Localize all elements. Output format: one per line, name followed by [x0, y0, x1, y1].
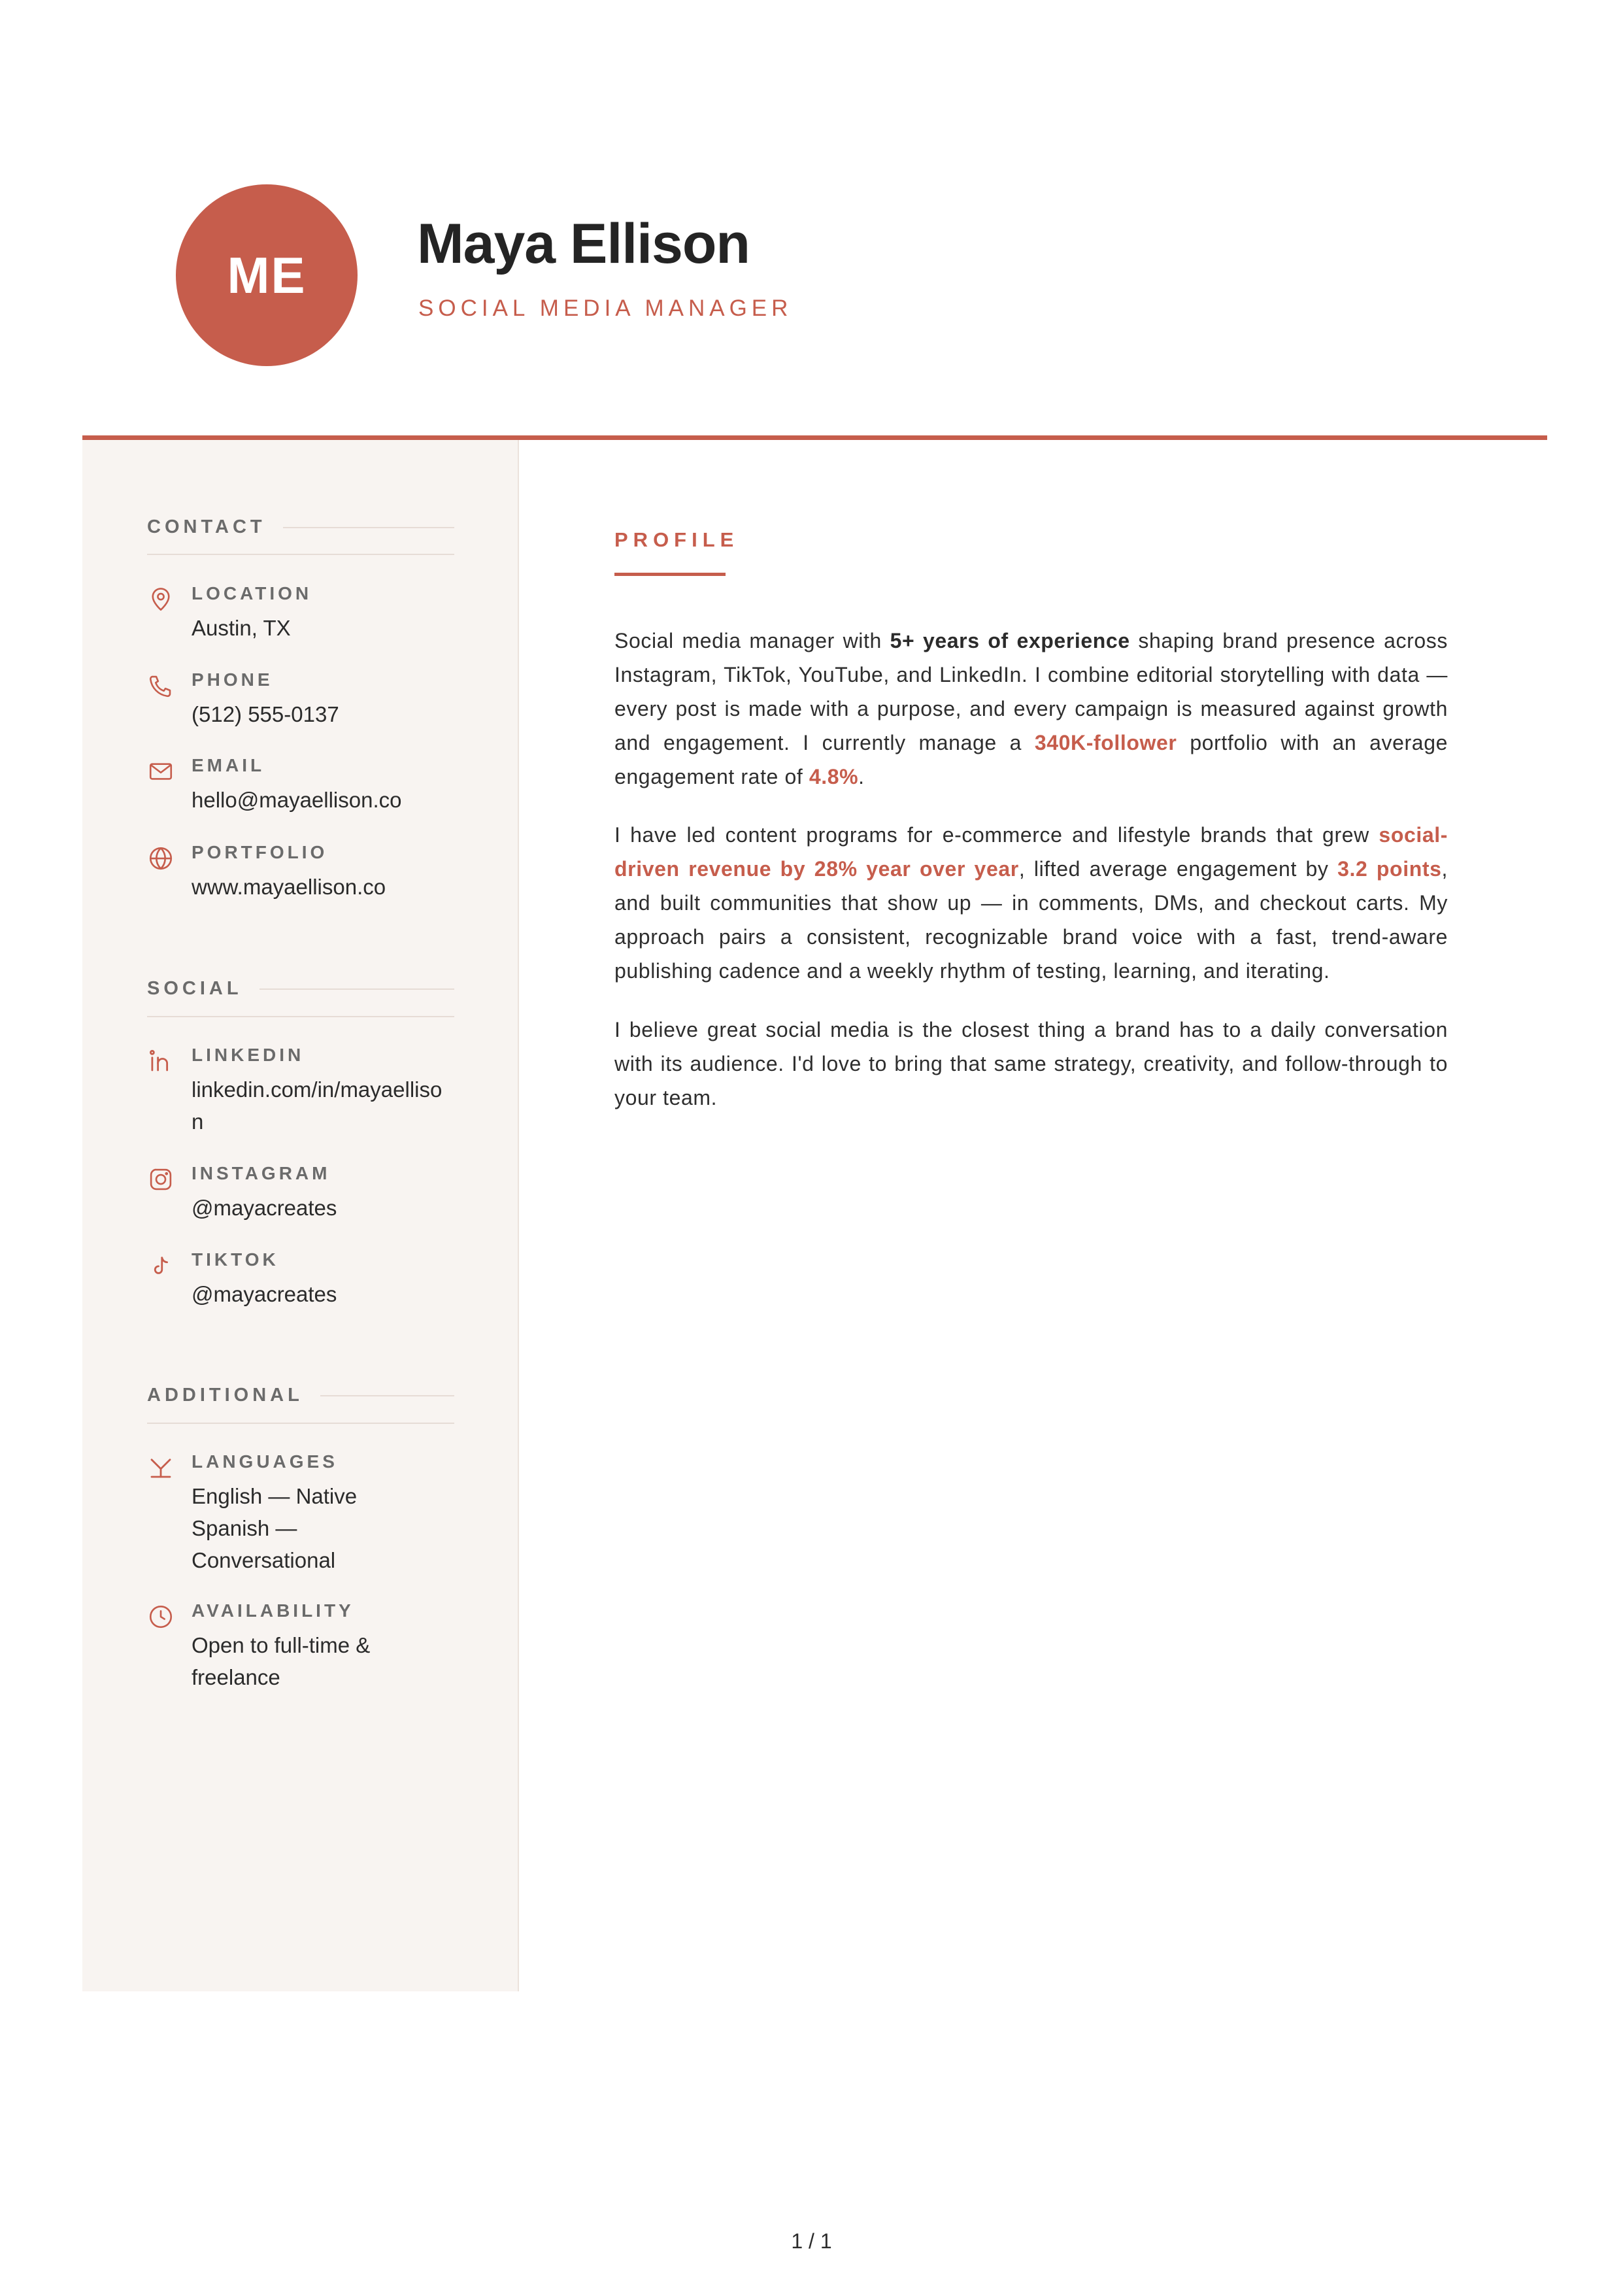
linkedin-label: LINKEDIN: [192, 1045, 305, 1065]
phone-label: PHONE: [192, 669, 273, 690]
linkedin-icon: [147, 1047, 175, 1075]
contact-divider: [147, 554, 454, 555]
profile-emphasis: 5+ years of experience: [890, 629, 1130, 652]
profile-text: I have led content programs for e-commerce and lifestyle brands that grew: [614, 823, 1379, 847]
additional-heading-label: ADDITIONAL: [147, 1385, 303, 1406]
profile-heading-underline: [614, 573, 726, 576]
avatar-initials: ME: [227, 246, 307, 304]
availability-line: freelance: [192, 1665, 280, 1689]
instagram-icon: [147, 1166, 175, 1193]
tiktok-icon: [147, 1252, 175, 1279]
profile-highlight: 4.8%: [809, 765, 859, 788]
profile-paragraph-1: [614, 624, 1448, 794]
linkedin-value[interactable]: linkedin.com/in/mayaellison: [192, 1077, 443, 1134]
profile-paragraph-3: [614, 1013, 1448, 1115]
tiktok-value[interactable]: @mayacreates: [192, 1282, 337, 1306]
portfolio-label: PORTFOLIO: [192, 842, 328, 862]
profile-highlight: 3.2 points: [1337, 857, 1442, 881]
profile-heading: PROFILE: [614, 528, 739, 551]
social-divider: [147, 1016, 454, 1017]
translate-icon: [147, 1454, 175, 1481]
portfolio-value[interactable]: www.mayaellison.co: [192, 875, 386, 899]
additional-divider: [147, 1423, 454, 1424]
social-heading-label: SOCIAL: [147, 978, 243, 999]
language-line: Conversational: [192, 1548, 336, 1572]
profile-text: portfolio with an average engagement rate of: [614, 731, 1448, 788]
profile-highlight: social-driven revenue by 28% year over year: [614, 823, 1448, 881]
availability-label: AVAILABILITY: [192, 1600, 354, 1621]
contact-heading: [147, 516, 454, 538]
page-number: 1 / 1: [791, 2229, 832, 2253]
location-label: LOCATION: [192, 583, 312, 603]
profile-text: , lifted average engagement by: [1018, 857, 1338, 881]
email-label: EMAIL: [192, 755, 265, 775]
languages-value: [192, 1480, 453, 1576]
instagram-value[interactable]: @mayacreates: [192, 1196, 337, 1220]
instagram-label: INSTAGRAM: [192, 1163, 331, 1183]
map-pin-icon: [147, 586, 175, 613]
social-heading: [147, 978, 454, 1000]
job-title: SOCIAL MEDIA MANAGER: [418, 295, 793, 321]
availability-value: [192, 1629, 453, 1693]
profile-paragraph-2: [614, 818, 1448, 988]
candidate-name: Maya Ellison: [417, 212, 750, 275]
language-line: English — Native: [192, 1484, 358, 1508]
tiktok-label: TIKTOK: [192, 1249, 279, 1270]
contact-heading-rule: [283, 527, 454, 528]
profile-text: I believe great social media is the closest thing a brand has to a daily conversation with its audience. I'd love to bring that same strategy, creativity, and follow-through to your team.: [614, 1018, 1448, 1109]
profile-highlight: 340K-follower: [1034, 731, 1177, 754]
social-heading-rule: [259, 988, 454, 990]
clock-icon: [147, 1603, 175, 1630]
email-value[interactable]: hello@mayaellison.co: [192, 788, 402, 812]
location-value: Austin, TX: [192, 616, 291, 640]
additional-heading: [147, 1385, 454, 1406]
profile-text: Social media manager with: [614, 629, 890, 652]
globe-icon: [147, 845, 175, 872]
header-divider: [82, 435, 1547, 440]
languages-label: LANGUAGES: [192, 1451, 338, 1472]
profile-text: .: [858, 765, 865, 788]
avatar: [176, 184, 358, 366]
language-line: Spanish —: [192, 1516, 297, 1540]
profile-text: shaping brand presence across Instagram, TikTok, YouTube, and LinkedIn. I combine editorial storytelling with data — every post is made with a purpose, and every campaign is measured against growth and engagement. I currently manage a: [614, 629, 1448, 754]
phone-value[interactable]: (512) 555-0137: [192, 702, 339, 726]
contact-heading-label: CONTACT: [147, 516, 266, 537]
availability-line: Open to full-time &: [192, 1633, 371, 1657]
phone-icon: [147, 672, 175, 700]
additional-heading-rule: [320, 1395, 454, 1396]
mail-icon: [147, 758, 175, 785]
profile-text: , and built communities that show up — in comments, DMs, and checkout carts. My approach pairs a consistent, recognizable brand voice with a fast, trend-aware publishing cadence and a weekly rhythm of testing, learning, and iterating.: [614, 857, 1448, 983]
